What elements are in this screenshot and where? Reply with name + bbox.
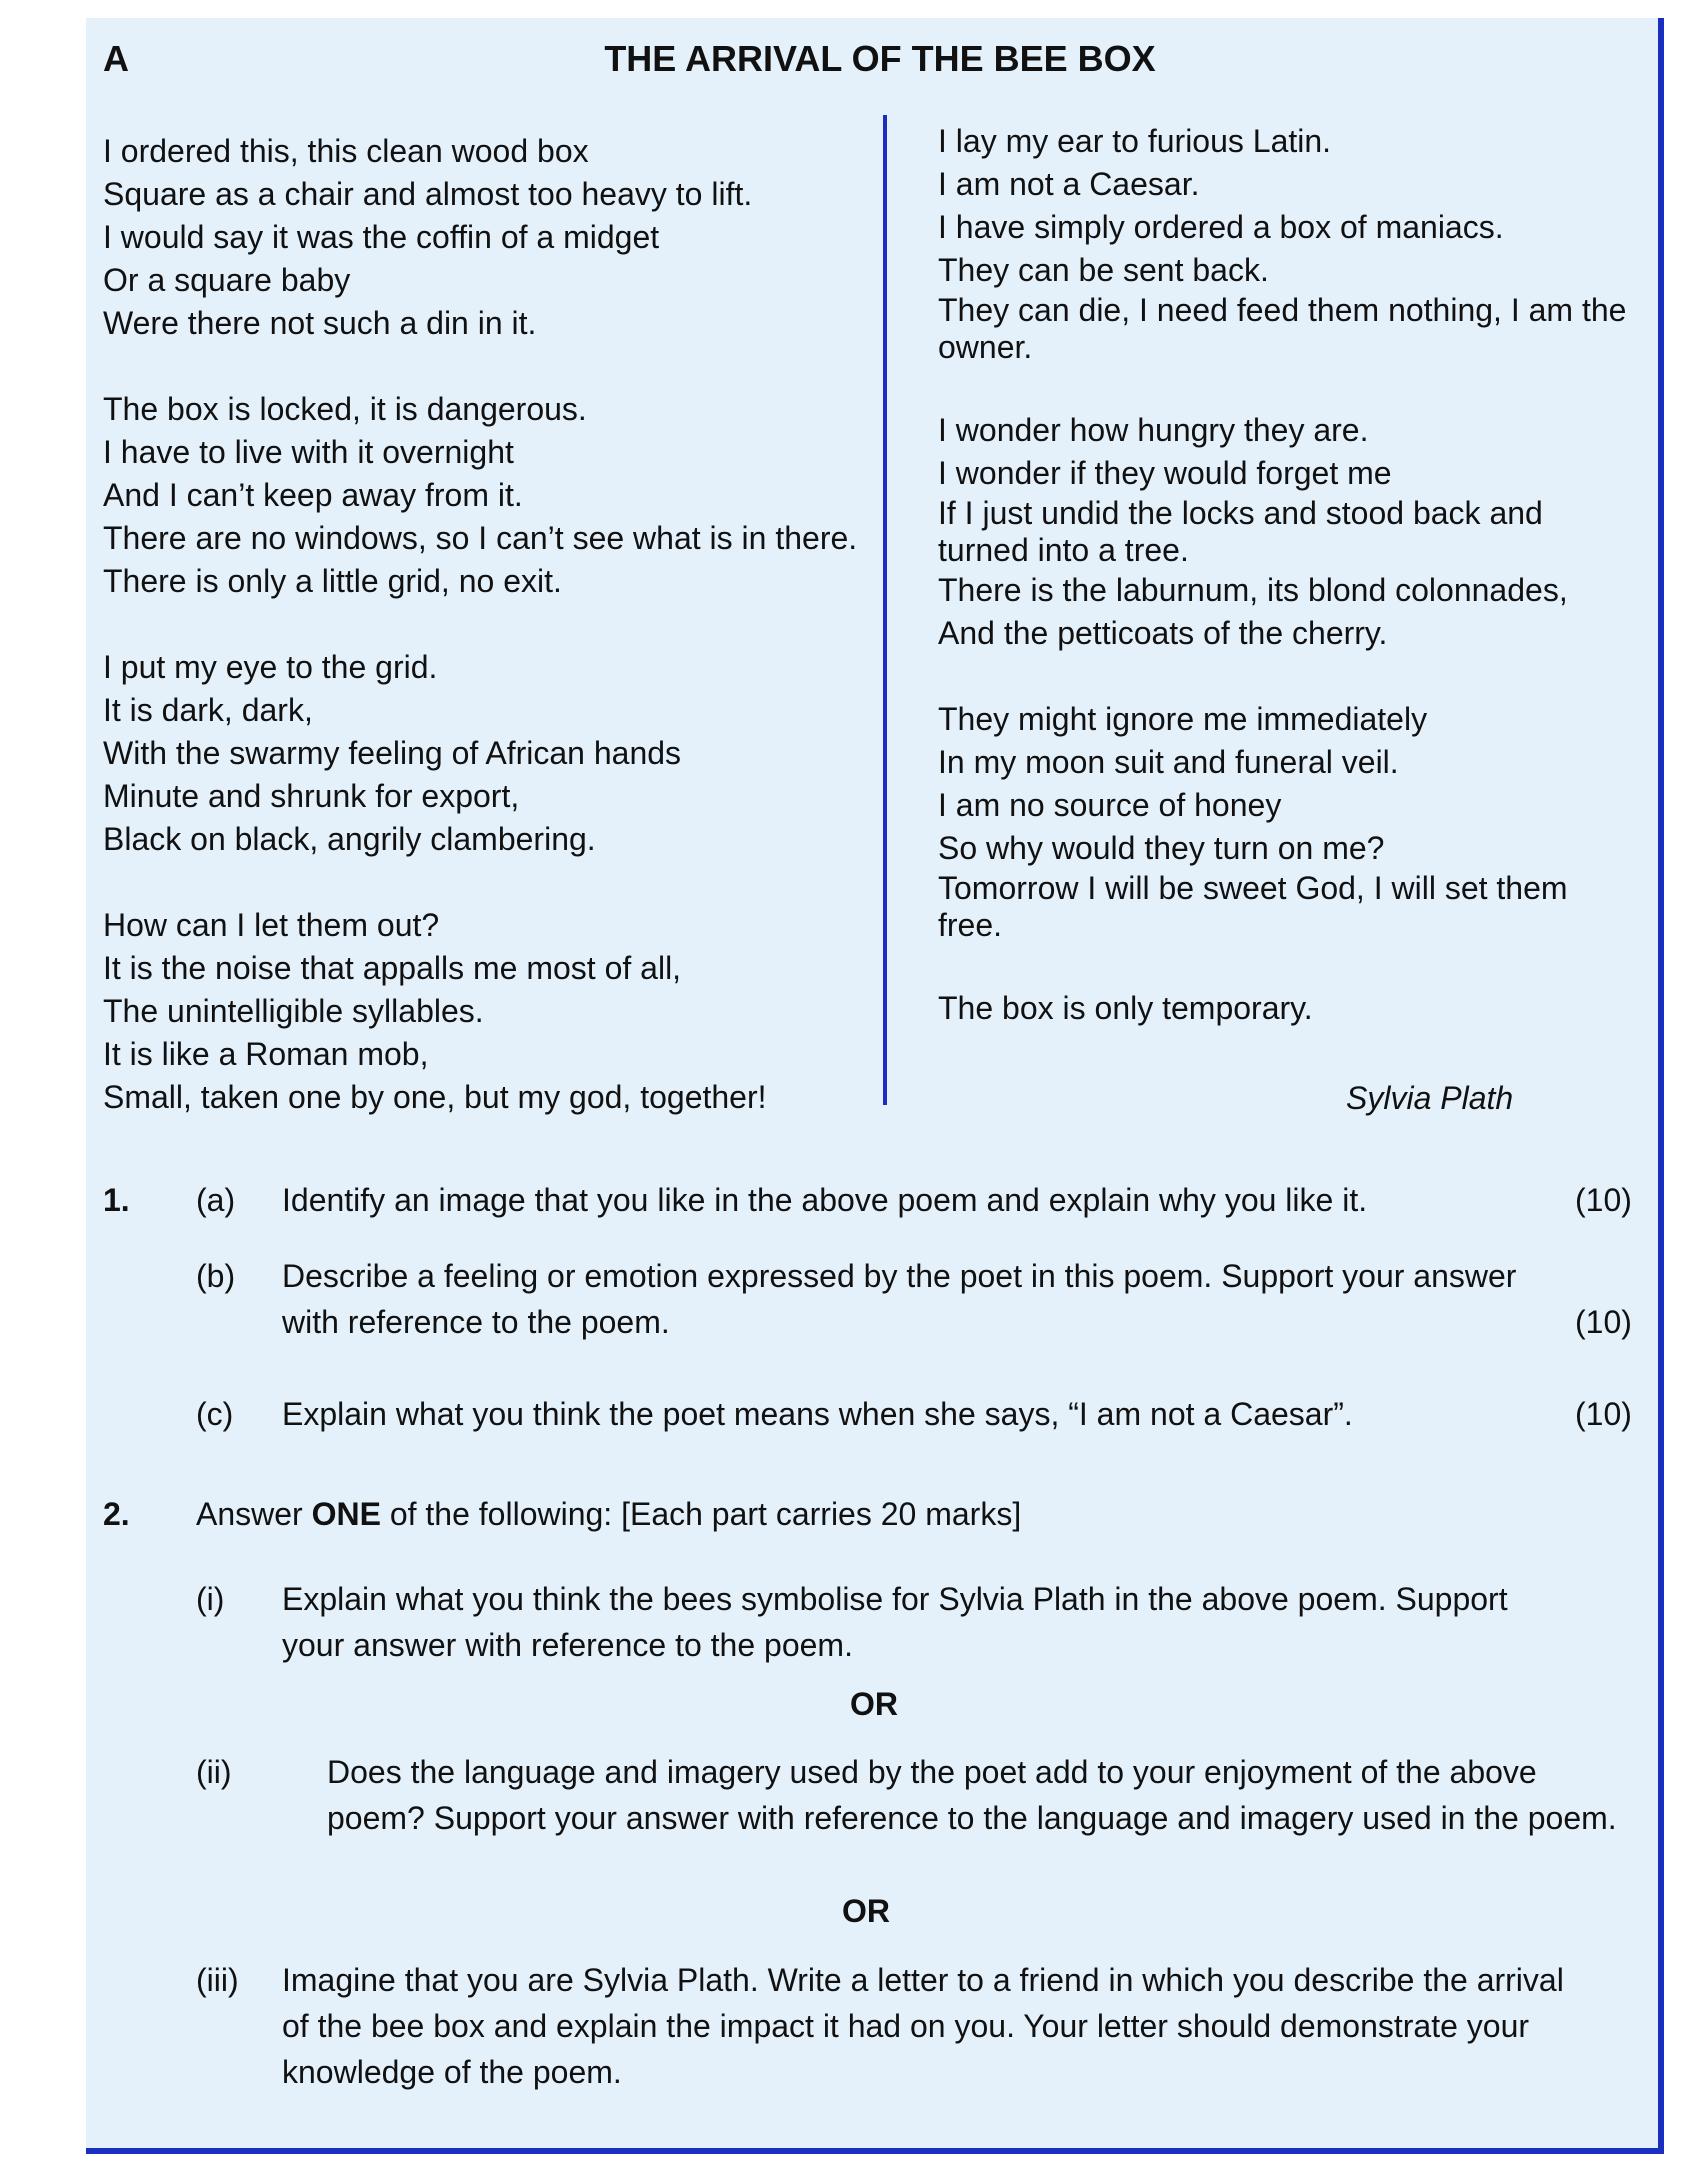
poem-line: And the petticoats of the cherry.	[938, 615, 1388, 651]
question-2ii-label: (ii)	[196, 1754, 232, 1790]
poem-line: The unintelligible syllables.	[103, 993, 484, 1029]
stanza-1	[103, 130, 883, 345]
stanza-8	[938, 987, 1628, 1030]
poem-line: So why would they turn on me?	[938, 830, 1385, 866]
poem-line: They might ignore me immediately	[938, 701, 1428, 737]
poem-left-column	[103, 130, 883, 1162]
question-1a-marks: (10)	[1575, 1182, 1632, 1218]
poem-line: Black on black, angrily clambering.	[103, 821, 596, 857]
column-divider	[883, 115, 887, 1105]
stanza-2	[103, 388, 883, 603]
question-2-intro-pre: Answer	[196, 1496, 312, 1532]
question-2-intro	[196, 1491, 1596, 1537]
question-2iii-label: (iii)	[196, 1962, 239, 1998]
poem-line: Small, taken one by one, but my god, together!	[103, 1079, 767, 1115]
poem-line: I put my eye to the grid.	[103, 649, 438, 685]
question-2iii-text: Imagine that you are Sylvia Plath. Write a letter to a friend in which you describe the arrival of the bee box and explain the impact it had on you. Your letter should demonstrate your knowledge of the poem.	[282, 1962, 1564, 2090]
poem-right-column	[938, 120, 1628, 1073]
stanza-4	[103, 904, 883, 1119]
or-separator-2: OR	[842, 1893, 890, 1929]
or-separator-1: OR	[850, 1686, 898, 1722]
question-1c-text: Explain what you think the poet means when she says, “I am not a Caesar”.	[282, 1396, 1353, 1432]
poem-line: Were there not such a din in it.	[103, 305, 537, 341]
poem-line: There is only a little grid, no exit.	[103, 563, 562, 599]
poem-author: Sylvia Plath	[1346, 1080, 1514, 1116]
poem-line: I have simply ordered a box of maniacs.	[938, 209, 1504, 245]
poem-line: There is the laburnum, its blond colonnades,	[938, 572, 1568, 608]
poem-line: Square as a chair and almost too heavy to lift.	[103, 176, 753, 212]
poem-line: The box is locked, it is dangerous.	[103, 391, 587, 427]
poem-line: It is like a Roman mob,	[103, 1036, 429, 1072]
question-1-number: 1.	[103, 1182, 130, 1218]
poem-line: I wonder if they would forget me	[938, 455, 1392, 491]
poem-line: They can be sent back.	[938, 252, 1269, 288]
poem-line: I ordered this, this clean wood box	[103, 133, 589, 169]
section-letter: A	[103, 38, 129, 79]
poem-line: And I can’t keep away from it.	[103, 477, 523, 513]
poem-line: I lay my ear to furious Latin.	[938, 123, 1332, 159]
poem-line: I am not a Caesar.	[938, 166, 1200, 202]
stanza-6	[938, 409, 1628, 655]
question-2-intro-bold: ONE	[311, 1496, 381, 1532]
question-1b-text-line1: Describe a feeling or emotion expressed by the poet in this poem. Support your answer	[282, 1258, 1517, 1294]
poem-line: I would say it was the coffin of a midget	[103, 219, 660, 255]
question-1c-marks: (10)	[1575, 1396, 1632, 1432]
stanza-7	[938, 698, 1628, 944]
question-1a-label: (a)	[196, 1182, 236, 1218]
poem-line: How can I let them out?	[103, 907, 440, 943]
poem-line: The box is only temporary.	[938, 990, 1313, 1026]
poem-line: I am no source of honey	[938, 787, 1282, 823]
question-2-intro-post: of the following: [Each part carries 20 marks]	[380, 1496, 1022, 1532]
poem-line: In my moon suit and funeral veil.	[938, 744, 1399, 780]
question-2ii-text: Does the language and imagery used by the poet add to your enjoyment of the above poem? Support your answer with reference to the language and imagery used in the poem.	[327, 1754, 1617, 1836]
stanza-5	[938, 120, 1628, 366]
poem-line: It is dark, dark,	[103, 692, 313, 728]
poem-line: I wonder how hungry they are.	[938, 412, 1369, 448]
question-1b-text-line2: with reference to the poem.	[282, 1304, 670, 1340]
poem-line: Tomorrow I will be sweet God, I will set them free.	[938, 870, 1568, 943]
poem-line: It is the noise that appalls me most of all,	[103, 950, 682, 986]
question-1b-label: (b)	[196, 1258, 236, 1294]
question-1c-label: (c)	[196, 1396, 234, 1432]
poem-title: THE ARRIVAL OF THE BEE BOX	[604, 38, 1156, 79]
poem-line: Or a square baby	[103, 262, 351, 298]
question-2i-label: (i)	[196, 1581, 225, 1617]
poem-line: They can die, I need feed them nothing, I am the owner.	[938, 292, 1627, 365]
question-2i-text: Explain what you think the bees symbolise for Sylvia Plath in the above poem. Support your answer with reference to the poem.	[282, 1581, 1508, 1663]
poem-line: If I just undid the locks and stood back and turned into a tree.	[938, 495, 1543, 568]
question-2-number: 2.	[103, 1496, 130, 1532]
panel-border-bottom	[86, 2148, 1664, 2154]
question-1a-text: Identify an image that you like in the above poem and explain why you like it.	[282, 1182, 1368, 1218]
panel-border-right	[1658, 18, 1664, 2152]
poem-line: Minute and shrunk for export,	[103, 778, 520, 814]
question-1b-marks: (10)	[1575, 1304, 1632, 1340]
poem-line: With the swarmy feeling of African hands	[103, 735, 682, 771]
poem-line: I have to live with it overnight	[103, 434, 514, 470]
poem-line: There are no windows, so I can’t see what is in there.	[103, 520, 858, 556]
stanza-3	[103, 646, 883, 861]
